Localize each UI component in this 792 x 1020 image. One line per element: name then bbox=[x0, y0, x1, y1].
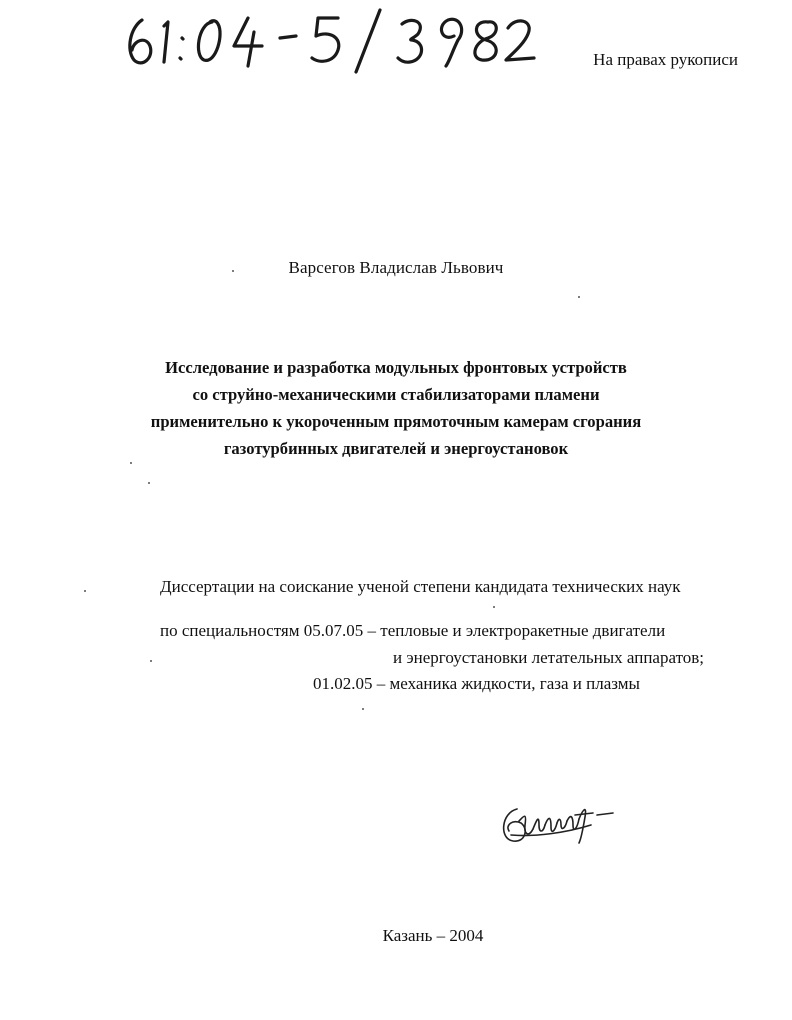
scan-speck bbox=[150, 660, 152, 662]
handwritten-number-graphic bbox=[120, 6, 540, 78]
title-line: применительно к укороченным прямоточным камерам сгорания bbox=[150, 412, 642, 431]
scan-speck bbox=[362, 708, 364, 710]
rights-note: На правах рукописи bbox=[593, 50, 738, 69]
scan-speck bbox=[578, 296, 580, 298]
dissertation-title bbox=[0, 354, 792, 462]
specialty-line: и энергоустановки летательных аппаратов; bbox=[393, 648, 705, 667]
author-name: Варсегов Владислав Львович bbox=[288, 258, 504, 277]
city-year: Казань – 2004 bbox=[382, 926, 484, 945]
scan-speck bbox=[148, 482, 150, 484]
signature-graphic bbox=[495, 795, 620, 850]
scan-speck bbox=[130, 462, 132, 464]
archive-number-handwritten bbox=[120, 6, 540, 78]
degree-statement: Диссертации на соискание ученой степени кандидата технических наук bbox=[160, 577, 681, 596]
scan-speck bbox=[232, 270, 234, 272]
title-line: со струйно-механическими стабилизаторами пламени bbox=[192, 385, 600, 404]
scan-speck bbox=[84, 590, 86, 592]
signature bbox=[495, 795, 620, 850]
scan-speck bbox=[493, 606, 495, 608]
specialty-line: по специальностям 05.07.05 – тепловые и электроракетные двигатели bbox=[160, 621, 666, 640]
specialty-line: 01.02.05 – механика жидкости, газа и плазмы bbox=[313, 674, 640, 693]
title-line: Исследование и разработка модульных фронтовых устройств bbox=[165, 358, 627, 377]
title-line: газотурбинных двигателей и энергоустановок bbox=[223, 439, 569, 458]
